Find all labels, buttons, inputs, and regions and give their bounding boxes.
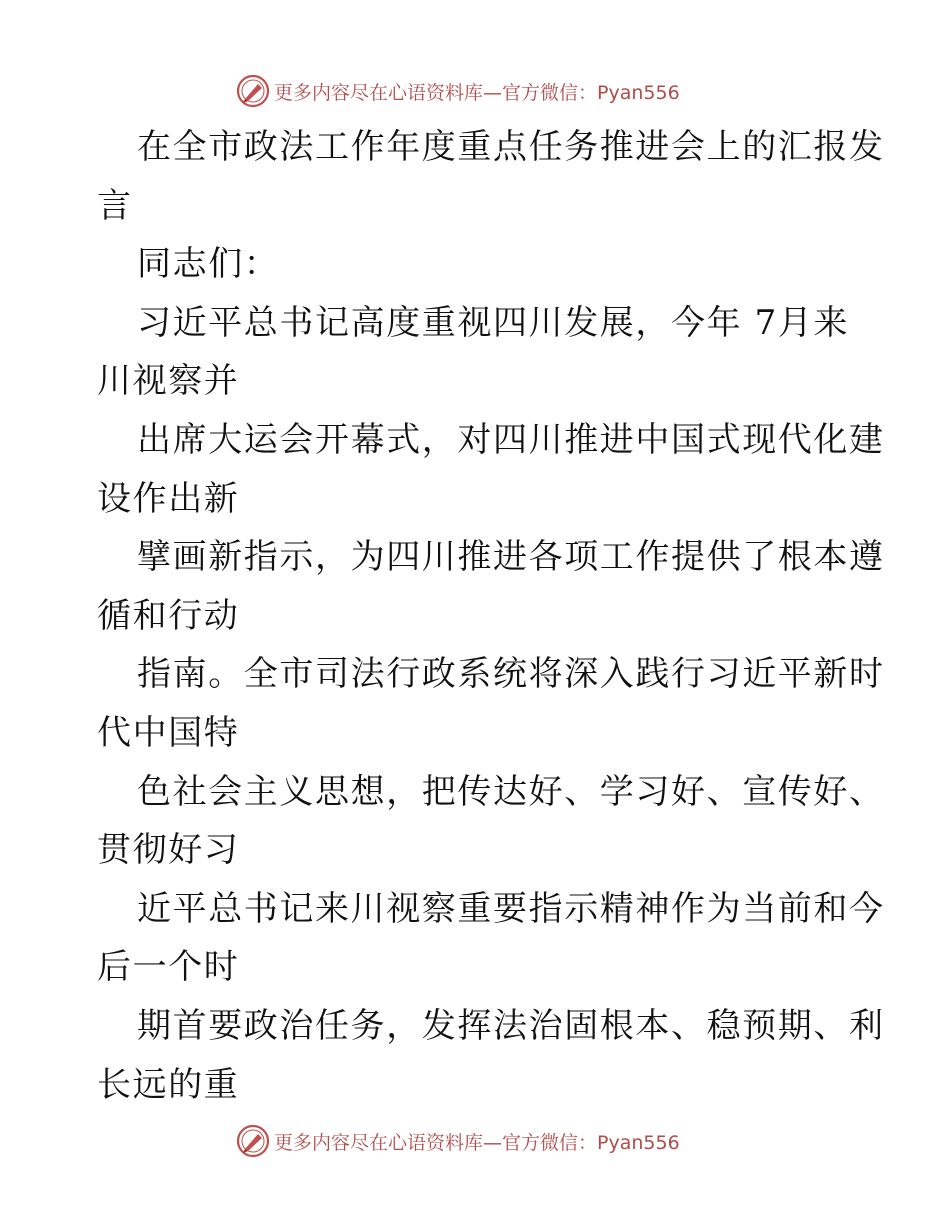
document-text-line: 同志们： — [137, 244, 280, 285]
document-text-line: 习近平总书记高度重视四川发展，今年 7月来 — [137, 302, 850, 343]
document-text-line: 指南。全市司法行政系统将深入践行习近平新时 — [137, 654, 885, 695]
document-text-line: 期首要政治任务，发挥法治固根本、稳预期、利 — [137, 1005, 885, 1046]
document-text-line: 长远的重 — [97, 1064, 240, 1105]
document-text-line: 擘画新指示，为四川推进各项工作提供了根本遵 — [137, 537, 885, 578]
banner-dash: — — [483, 81, 503, 104]
banner-site-name: 更多内容尽在心语资料库 — [274, 1131, 484, 1154]
banner-wechat-label: 官方微信： — [502, 1131, 598, 1154]
banner-wechat-account: Pyan556 — [597, 1131, 680, 1154]
footer-banner-text — [274, 1128, 680, 1155]
document-text-line: 后一个时 — [97, 947, 240, 988]
pen-nib-logo-icon — [236, 1124, 270, 1158]
document-title-line: 在全市政法工作年度重点任务推进会上的汇报发 — [137, 127, 885, 167]
banner-wechat-label: 官方微信： — [502, 81, 598, 104]
header-banner-text — [274, 78, 680, 105]
document-text-line: 言 — [97, 185, 133, 226]
banner-wechat-account: Pyan556 — [597, 81, 680, 104]
header-banner — [236, 71, 680, 111]
document-body — [97, 118, 885, 1114]
document-text-line: 设作出新 — [97, 478, 240, 519]
document-text-line: 出席大运会开幕式，对四川推进中国式现代化建 — [137, 419, 885, 460]
document-text-line: 贯彻好习 — [97, 830, 240, 871]
footer-banner — [236, 1121, 680, 1161]
banner-dash: — — [483, 1131, 503, 1154]
document-text-line: 川视察并 — [97, 361, 240, 402]
document-text-line: 色社会主义思想，把传达好、学习好、宣传好、 — [137, 771, 885, 812]
pen-nib-logo-icon — [236, 74, 270, 108]
banner-site-name: 更多内容尽在心语资料库 — [274, 81, 484, 104]
document-text-line: 近平总书记来川视察重要指示精神作为当前和今 — [137, 888, 885, 929]
document-text-line: 代中国特 — [97, 712, 240, 753]
document-text-line: 循和行动 — [97, 595, 240, 636]
